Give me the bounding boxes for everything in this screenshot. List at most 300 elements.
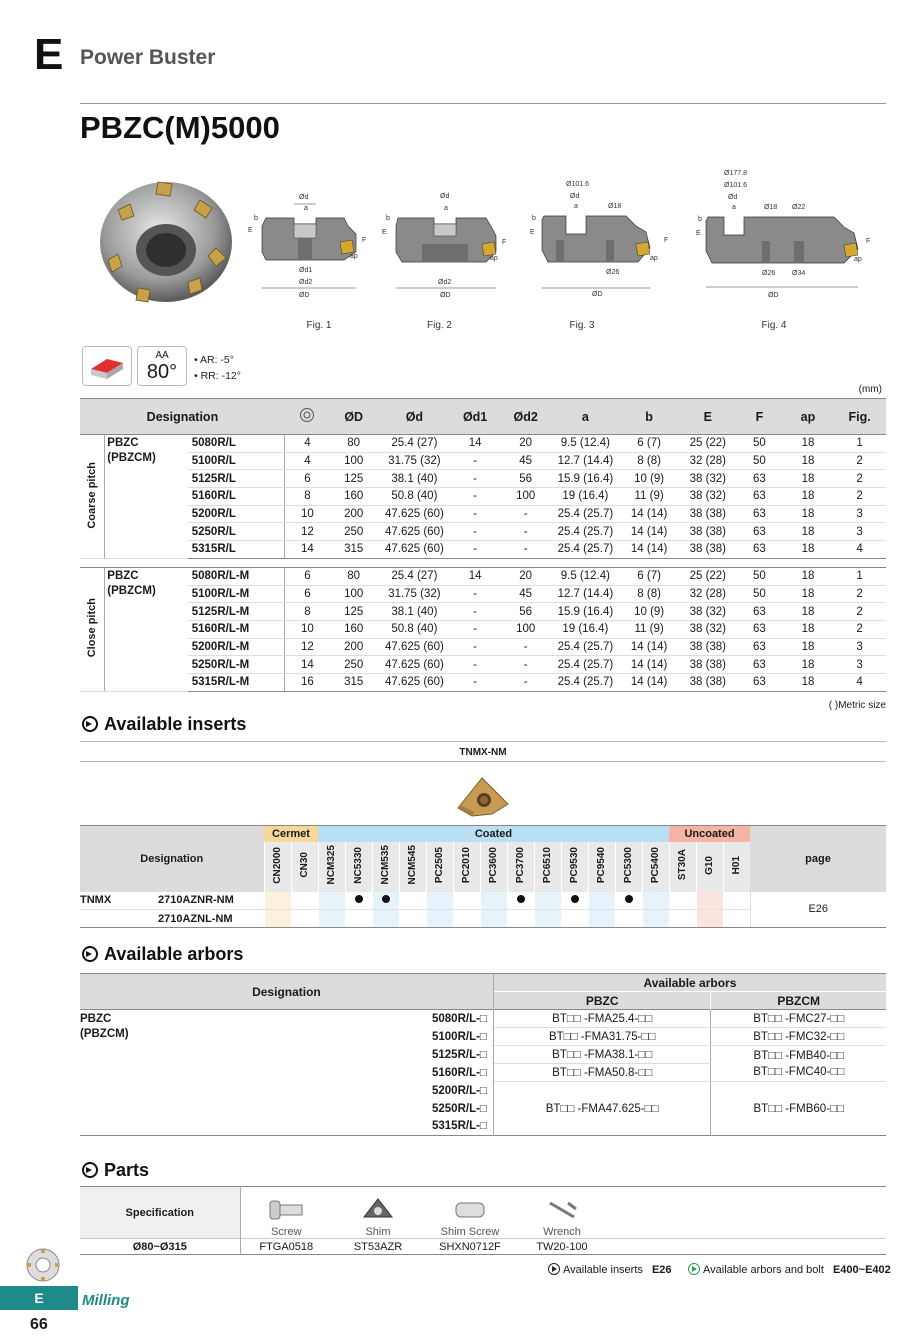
row-value: 25.4 (27) — [378, 567, 451, 585]
grade-header — [480, 842, 507, 892]
uncoated-header: Uncoated — [669, 826, 750, 842]
grade-header — [696, 842, 723, 892]
available-dot — [625, 895, 633, 903]
arbor-model — [80, 1010, 176, 1136]
row-value: 38 (38) — [679, 505, 736, 523]
row-value: 38 (32) — [679, 620, 736, 638]
row-value: 6 — [285, 585, 330, 603]
row-value: 14 (14) — [619, 656, 680, 674]
arbors-link-page: E400~E402 — [832, 1264, 891, 1276]
row-value: 18 — [783, 435, 834, 453]
spec-row — [80, 673, 886, 691]
arbor-pbzc: BT□□ -FMA25.4-□□ — [493, 1010, 711, 1028]
row-value: 56 — [499, 603, 552, 621]
row-value: 14 (14) — [619, 505, 680, 523]
row-value: - — [451, 523, 500, 541]
fig3-label: F — [664, 237, 669, 244]
row-value: 63 — [736, 488, 783, 506]
row-value: 200 — [329, 505, 378, 523]
spec-table — [80, 398, 886, 692]
arbor-designation: 5315R/L-□ — [176, 1118, 493, 1136]
product-title: PBZC(M)5000 — [80, 110, 280, 145]
spec-row — [80, 541, 886, 559]
availability-cell — [426, 892, 453, 910]
row-value: 31.75 (32) — [378, 585, 451, 603]
col-fig: Fig. — [833, 399, 886, 435]
grade-name: CN2000 — [272, 846, 283, 884]
part-name: Shim — [365, 1226, 391, 1238]
row-value: 125 — [329, 603, 378, 621]
row-value: 14 — [285, 541, 330, 559]
row-value: 100 — [499, 620, 552, 638]
spec-row — [80, 435, 886, 453]
inserts-title: Available inserts — [104, 714, 247, 734]
row-value: 63 — [736, 620, 783, 638]
row-value: 45 — [499, 452, 552, 470]
row-value: 12.7 (14.4) — [552, 585, 619, 603]
fig4-label: b — [698, 216, 702, 223]
row-value: - — [499, 638, 552, 656]
availability-cell — [345, 910, 372, 928]
row-value: 3 — [833, 656, 886, 674]
fig4-label: Ø26 — [762, 270, 776, 277]
row-value: 16 — [285, 673, 330, 691]
col-ap: ap — [783, 399, 834, 435]
pitch-label — [80, 435, 105, 559]
row-value: 63 — [736, 603, 783, 621]
row-value: 18 — [783, 470, 834, 488]
inserts-link-text: Available inserts — [563, 1264, 643, 1276]
availability-cell — [291, 892, 318, 910]
fig4-label: Ø101.6 — [724, 182, 747, 189]
arbor-designation: 5250R/L-□ — [176, 1100, 493, 1118]
part-code: TW20-100 — [536, 1240, 588, 1253]
row-value: 100 — [329, 585, 378, 603]
row-value: 100 — [499, 488, 552, 506]
row-value: 160 — [329, 620, 378, 638]
availability-cell — [669, 892, 696, 910]
grade-name: PC2505 — [434, 846, 445, 884]
part-name: Shim Screw — [440, 1226, 500, 1238]
availability-cell — [696, 892, 723, 910]
spec-row — [80, 470, 886, 488]
availability-cell — [264, 910, 291, 928]
row-value: 6 (7) — [619, 567, 680, 585]
inserts-table — [80, 825, 886, 928]
available-arbors-header: Available arbors — [493, 974, 886, 992]
availability-cell — [264, 892, 291, 910]
row-value: 12.7 (14.4) — [552, 452, 619, 470]
grade-header — [399, 842, 426, 892]
row-value: 25.4 (25.7) — [552, 656, 619, 674]
row-value: 50 — [736, 435, 783, 453]
part-code: FTGA0518 — [259, 1240, 314, 1253]
row-value: 14 — [285, 656, 330, 674]
availability-cell — [642, 910, 669, 928]
row-value: 125 — [329, 470, 378, 488]
milling-tab-label: Milling — [82, 1292, 130, 1309]
row-designation: 5160R/L — [188, 488, 285, 506]
link-arrow-icon — [548, 1263, 560, 1275]
fig3-label: ØD — [592, 291, 603, 298]
row-value: 38 (32) — [679, 603, 736, 621]
availability-cell — [291, 910, 318, 928]
model-alt: (PBZCM) — [107, 452, 156, 464]
availability-cell — [399, 892, 426, 910]
grade-name: H01 — [731, 855, 743, 875]
row-value: - — [451, 505, 500, 523]
model-label — [105, 567, 188, 691]
row-value: 38.1 (40) — [378, 603, 451, 621]
col-F: F — [736, 399, 783, 435]
link-arrow-icon — [688, 1263, 700, 1275]
model-label — [105, 435, 188, 559]
row-value: 14 — [451, 435, 500, 453]
row-value: 11 (9) — [619, 620, 680, 638]
row-value: 18 — [783, 541, 834, 559]
row-value: 25.4 (25.7) — [552, 523, 619, 541]
arbor-pbzc: BT□□ -FMA31.75-□□ — [493, 1028, 711, 1046]
fig1-label: E — [248, 227, 253, 234]
available-dot — [517, 895, 525, 903]
arbors-designation-header: Designation — [80, 974, 493, 1010]
row-value: - — [499, 656, 552, 674]
row-value: 315 — [329, 673, 378, 691]
row-designation: 5200R/L-M — [188, 638, 285, 656]
row-value: 315 — [329, 541, 378, 559]
fig4-label: Ø177.8 — [724, 170, 747, 177]
row-value: - — [499, 541, 552, 559]
arbor-pbzcm: BT□□ -FMC32-□□ — [711, 1028, 886, 1046]
row-designation: 5080R/L-M — [188, 567, 285, 585]
col-a: a — [552, 399, 619, 435]
row-designation: 5315R/L — [188, 541, 285, 559]
fig2-label: ap — [490, 255, 498, 262]
parts-spec-header: Specification — [80, 1187, 240, 1239]
available-dot — [571, 895, 579, 903]
inserts-designation-header: Designation — [80, 826, 264, 892]
pbzcm-header: PBZCM — [711, 992, 886, 1010]
row-value: 10 — [285, 620, 330, 638]
insert-row — [80, 892, 886, 910]
row-value: 80 — [329, 435, 378, 453]
row-value: 2 — [833, 585, 886, 603]
arbors-table — [80, 973, 886, 1136]
arbor-pbzcm: BT□□ -FMB40-□□ — [753, 1049, 844, 1062]
row-designation: 5200R/L — [188, 505, 285, 523]
row-value: 10 — [285, 505, 330, 523]
row-value: 32 (28) — [679, 585, 736, 603]
row-value: 4 — [285, 435, 330, 453]
inserts-heading — [82, 714, 246, 735]
row-value: 25.4 (25.7) — [552, 541, 619, 559]
row-value: 1 — [833, 435, 886, 453]
arbor-pbzc: BT□□ -FMA47.625-□□ — [493, 1082, 711, 1136]
row-value: - — [451, 541, 500, 559]
row-designation: 5250R/L — [188, 523, 285, 541]
row-value: 18 — [783, 505, 834, 523]
shim-icon — [358, 1197, 398, 1223]
inserts-link-page: E26 — [651, 1264, 672, 1276]
section-arrow-icon — [82, 1162, 98, 1178]
approach-angle-box — [137, 346, 187, 386]
fig3-label: Ø18 — [608, 203, 622, 210]
row-value: 18 — [783, 523, 834, 541]
part-name: Wrench — [543, 1226, 581, 1238]
figure-3 — [526, 170, 676, 330]
row-value: - — [451, 470, 500, 488]
row-value: 50 — [736, 567, 783, 585]
arbor-pbzcm-shared — [711, 1046, 886, 1082]
arbor-designation: 5080R/L-□ — [176, 1010, 493, 1028]
row-value: 14 (14) — [619, 523, 680, 541]
fig4-label: ap — [854, 256, 862, 263]
fig1-label: a — [304, 205, 308, 212]
row-designation: 5125R/L-M — [188, 603, 285, 621]
parts-title: Parts — [104, 1160, 150, 1180]
availability-cell — [372, 910, 399, 928]
axial-rake: • AR: -5° — [194, 354, 234, 366]
close-pitch-group — [80, 567, 886, 691]
row-value: 6 — [285, 470, 330, 488]
row-value: 6 (7) — [619, 435, 680, 453]
availability-cell — [696, 910, 723, 928]
arbors-heading — [82, 944, 243, 965]
row-value: 25.4 (27) — [378, 435, 451, 453]
row-value: 14 (14) — [619, 638, 680, 656]
insert-image — [452, 774, 514, 818]
arbor-designation: 5100R/L-□ — [176, 1028, 493, 1046]
grade-header — [291, 842, 318, 892]
grade-header — [561, 842, 588, 892]
row-value: 50.8 (40) — [378, 620, 451, 638]
row-designation: 5125R/L — [188, 470, 285, 488]
figure-2 — [382, 180, 512, 330]
row-value: 6 — [285, 567, 330, 585]
row-value: 14 (14) — [619, 541, 680, 559]
grade-header — [534, 842, 561, 892]
fig2-label: Ød — [440, 193, 450, 200]
part-code: ST53AZR — [353, 1240, 403, 1253]
insert-geometry-icon — [82, 346, 132, 386]
row-value: - — [499, 505, 552, 523]
inserts-page-link[interactable] — [548, 1263, 672, 1276]
row-value: 25.4 (25.7) — [552, 505, 619, 523]
row-value: 47.625 (60) — [378, 673, 451, 691]
row-value: 45 — [499, 585, 552, 603]
row-value: 8 — [285, 488, 330, 506]
row-value: 3 — [833, 638, 886, 656]
availability-cell — [453, 892, 480, 910]
model-name: PBZC — [107, 569, 139, 582]
pitch-text: Close pitch — [86, 598, 99, 658]
availability-cell — [588, 892, 615, 910]
availability-cell — [318, 910, 345, 928]
model-name: PBZC — [107, 437, 139, 449]
availability-cell — [480, 910, 507, 928]
row-value: 47.625 (60) — [378, 523, 451, 541]
grade-name: PC3600 — [488, 846, 499, 884]
coarse-pitch-group — [80, 435, 886, 559]
row-value: 47.625 (60) — [378, 656, 451, 674]
fig2-label: Ød2 — [438, 279, 452, 286]
insert-name: TNMX-NM — [459, 747, 507, 758]
row-value: 31.75 (32) — [378, 452, 451, 470]
row-value: 38 (38) — [679, 673, 736, 691]
section-arrow-icon — [82, 716, 98, 732]
fig1-label: Ød2 — [299, 279, 313, 286]
col-d1: Ød1 — [451, 399, 500, 435]
row-value: 50 — [736, 452, 783, 470]
part-code: SHXN0712F — [439, 1240, 501, 1253]
arbor-model-alt: (PBZCM) — [80, 1028, 129, 1040]
row-value: 50 — [736, 585, 783, 603]
part-shim — [332, 1187, 424, 1239]
row-designation: 5250R/L-M — [188, 656, 285, 674]
row-value: 20 — [499, 567, 552, 585]
grade-name: G10 — [704, 855, 715, 875]
arbors-page-link[interactable] — [688, 1263, 891, 1276]
grade-name: NCM545 — [407, 845, 418, 885]
availability-cell — [669, 910, 696, 928]
fig4-label: Ød — [728, 194, 738, 201]
figure-1 — [244, 180, 372, 330]
fig4-label: F — [866, 238, 871, 245]
row-value: - — [451, 452, 500, 470]
grade-header — [426, 842, 453, 892]
figure-2-caption: Fig. 2 — [426, 320, 452, 331]
availability-cell — [345, 892, 372, 910]
spec-row — [80, 488, 886, 506]
availability-cell — [480, 892, 507, 910]
availability-cell — [534, 892, 561, 910]
row-value: 18 — [783, 620, 834, 638]
cutter-photo — [88, 170, 238, 320]
fig1-label: Ød1 — [299, 267, 313, 274]
grade-header — [723, 842, 750, 892]
row-value: 20 — [499, 435, 552, 453]
row-value: 8 (8) — [619, 452, 680, 470]
fig2-label: F — [502, 239, 507, 246]
section-letter: E — [34, 30, 64, 79]
insert-code: 2710AZNR-NM — [158, 894, 234, 907]
availability-cell — [561, 892, 588, 910]
grade-name: PC2010 — [461, 846, 472, 884]
insert-designation — [80, 910, 264, 928]
fig2-label: b — [386, 215, 390, 222]
availability-cell — [453, 910, 480, 928]
row-value: 18 — [783, 638, 834, 656]
fig3-label: ap — [650, 255, 658, 262]
row-value: 18 — [783, 673, 834, 691]
row-value: 9.5 (12.4) — [552, 567, 619, 585]
fig4-label: Ø18 — [764, 204, 778, 211]
fig3-label: Ø101.6 — [566, 181, 589, 188]
milling-thumbnail — [24, 1246, 62, 1284]
row-value: 19 (16.4) — [552, 620, 619, 638]
row-value: 18 — [783, 567, 834, 585]
arbor-model-name: PBZC — [80, 1013, 112, 1025]
row-value: - — [451, 638, 500, 656]
col-b: b — [619, 399, 680, 435]
fig3-label: Ø26 — [606, 269, 620, 276]
row-designation: 5100R/L — [188, 452, 285, 470]
arbor-pbzc: BT□□ -FMA50.8-□□ — [493, 1064, 711, 1082]
spec-header-row — [80, 399, 886, 435]
row-value: 14 — [451, 567, 500, 585]
row-value: 18 — [783, 656, 834, 674]
availability-cell — [372, 892, 399, 910]
row-value: 80 — [329, 567, 378, 585]
grade-header — [588, 842, 615, 892]
fig3-label: b — [532, 215, 536, 222]
grade-name: PC9540 — [596, 846, 607, 884]
row-value: 4 — [285, 452, 330, 470]
row-value: 38 (38) — [679, 656, 736, 674]
fig4-label: Ø34 — [792, 270, 806, 277]
teeth-count-icon — [285, 399, 330, 435]
grade-name: PC9530 — [569, 846, 580, 884]
fig1-label: Ød — [299, 194, 309, 201]
row-value: 18 — [783, 488, 834, 506]
fig3-label: E — [530, 229, 535, 236]
grade-name: NCM535 — [380, 845, 391, 885]
fig2-label: E — [382, 229, 387, 236]
availability-cell — [642, 892, 669, 910]
row-value: - — [451, 603, 500, 621]
rake-notes — [194, 352, 241, 384]
row-value: 19 (16.4) — [552, 488, 619, 506]
fig3-label: Ød — [570, 193, 580, 200]
grade-header — [669, 842, 696, 892]
col-D: ØD — [329, 399, 378, 435]
row-value: 63 — [736, 505, 783, 523]
radial-rake: • RR: -12° — [194, 370, 241, 382]
fig2-label: ØD — [440, 292, 451, 299]
pitch-label — [80, 567, 105, 691]
arbor-pbzcm: BT□□ -FMC40-□□ — [753, 1065, 845, 1078]
grade-header — [264, 842, 291, 892]
row-value: - — [451, 585, 500, 603]
grade-name: PC5400 — [650, 846, 661, 884]
row-value: 25.4 (25.7) — [552, 673, 619, 691]
row-value: 12 — [285, 638, 330, 656]
shim-screw-icon — [450, 1197, 490, 1223]
availability-cell — [318, 892, 345, 910]
fig4-label: ØD — [768, 292, 779, 299]
row-value: 100 — [329, 452, 378, 470]
parts-heading — [82, 1160, 149, 1181]
milling-tab-letter: E — [0, 1286, 78, 1310]
grade-name: NCM325 — [326, 845, 337, 885]
row-value: 38 (38) — [679, 638, 736, 656]
row-designation: 5160R/L-M — [188, 620, 285, 638]
grade-header — [453, 842, 480, 892]
grade-header — [642, 842, 669, 892]
arbor-pbzcm: BT□□ -FMB60-□□ — [753, 1102, 844, 1115]
row-value: 8 (8) — [619, 585, 680, 603]
row-value: 25 (22) — [679, 435, 736, 453]
grade-name: NC5330 — [353, 846, 364, 884]
page-header: page — [750, 826, 886, 892]
grade-name: CN30 — [299, 852, 310, 878]
insert-code: 2710AZNL-NM — [158, 912, 233, 925]
row-value: - — [499, 523, 552, 541]
row-value: 10 (9) — [619, 470, 680, 488]
row-designation: 5100R/L-M — [188, 585, 285, 603]
row-value: 14 (14) — [619, 673, 680, 691]
spec-row — [80, 620, 886, 638]
